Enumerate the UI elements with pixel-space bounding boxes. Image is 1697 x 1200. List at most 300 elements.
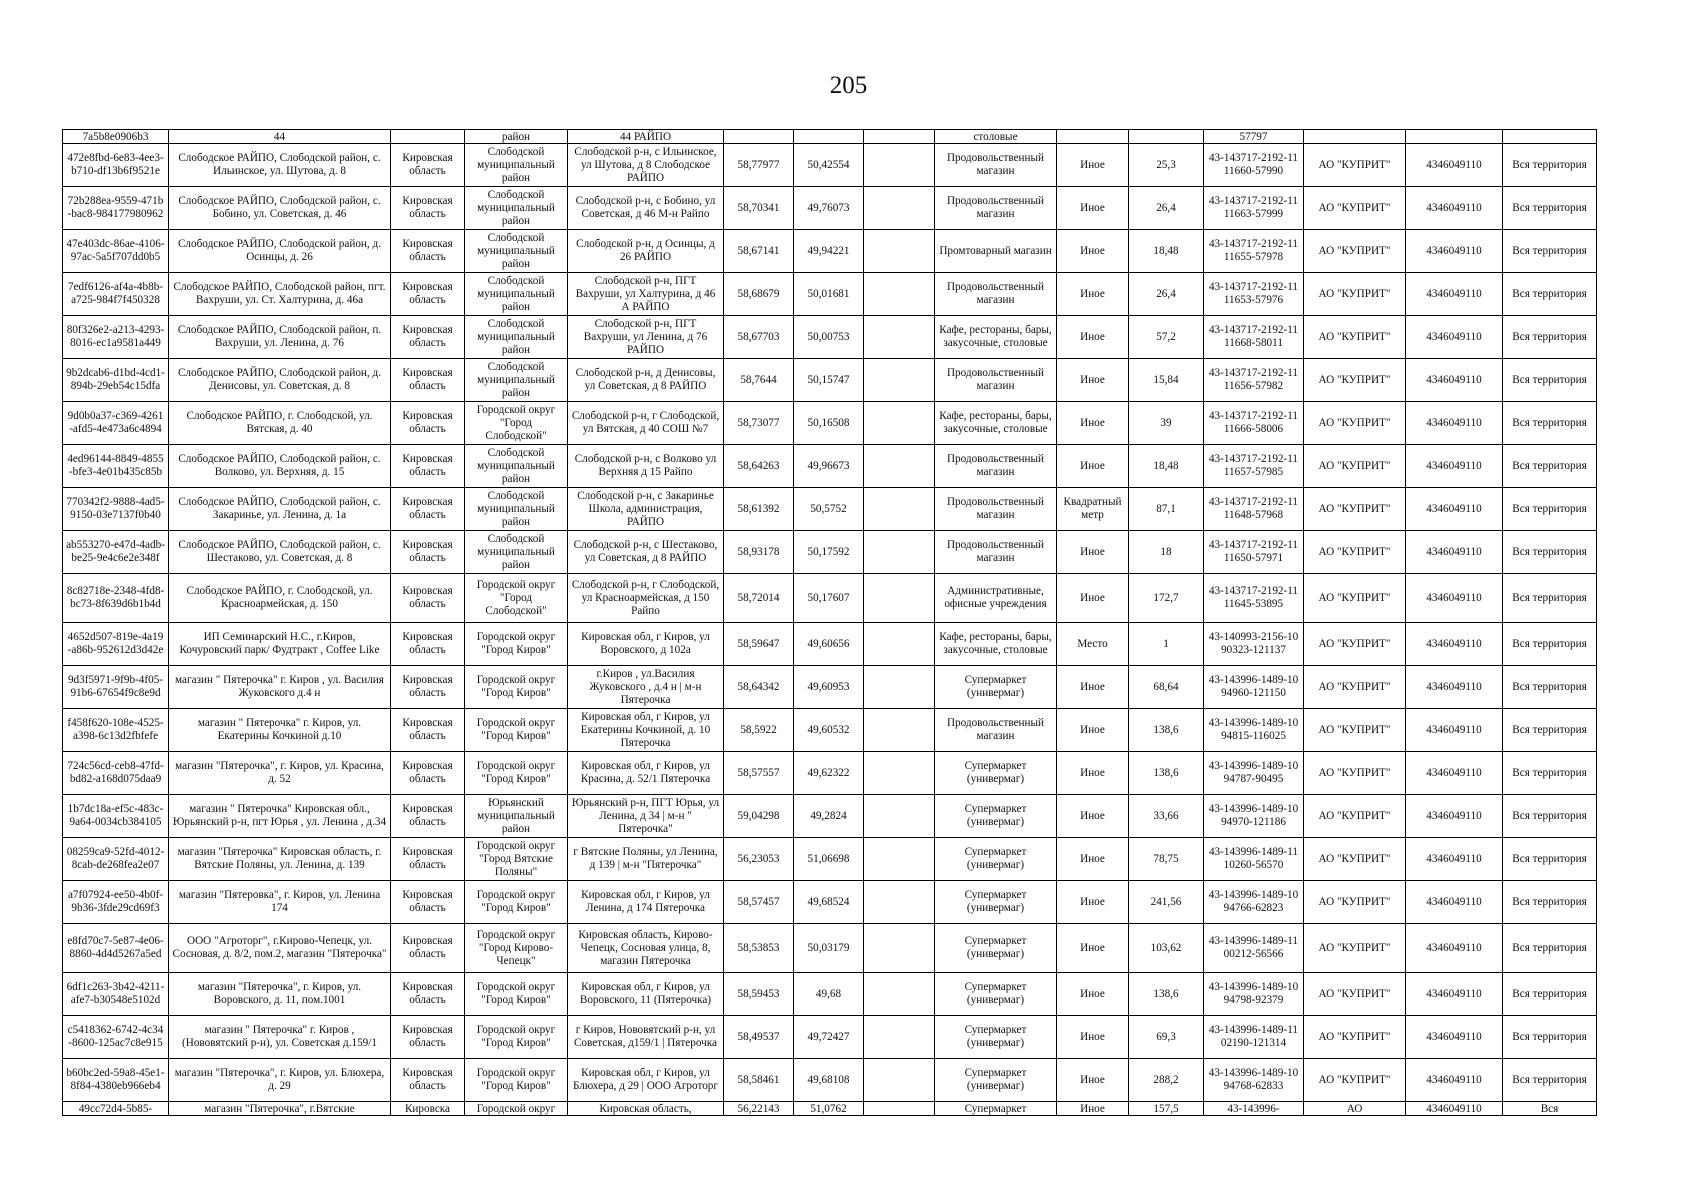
cell-unit: Иное xyxy=(1057,973,1129,1016)
cell-id: 9d0b0a37-c369-4261-afd5-4e473a6c4894 xyxy=(63,402,169,445)
cell-area: 25,3 xyxy=(1129,144,1204,187)
cell-lat: 56,23053 xyxy=(724,838,794,881)
cell-terr: Вся территория xyxy=(1503,273,1597,316)
cell-region: Кировская область xyxy=(391,1016,465,1059)
cell-empty xyxy=(864,1059,935,1102)
cell-reg_no: 43-143996-1489-1094798-92379 xyxy=(1204,973,1304,1016)
cell-unit: Иное xyxy=(1057,752,1129,795)
cell-terr: Вся территория xyxy=(1503,187,1597,230)
cell-org: АО "КУПРИТ" xyxy=(1304,752,1406,795)
cell-org: АО "КУПРИТ" xyxy=(1304,187,1406,230)
cell-reg_no: 43-143996-1489-1110260-56570 xyxy=(1204,838,1304,881)
cell-org: АО "КУПРИТ" xyxy=(1304,445,1406,488)
table-row xyxy=(63,130,1597,144)
cell-reg_no: 57797 xyxy=(1204,130,1304,144)
cell-lon: 49,62322 xyxy=(794,752,864,795)
cell-address2: Кировская обл, г Киров, ул Воровского, д 102а xyxy=(568,623,724,666)
cell-terr: Вся территория xyxy=(1503,1016,1597,1059)
cell-inn: 4346049110 xyxy=(1406,709,1503,752)
cell-empty xyxy=(864,488,935,531)
cell-address: Слободское РАЙПО, г. Слободской, ул. Красноармейская, д. 150 xyxy=(169,574,391,623)
cell-category: Супермаркет (универмаг) xyxy=(935,1059,1057,1102)
cell-empty xyxy=(864,881,935,924)
cell-inn: 4346049110 xyxy=(1406,316,1503,359)
cell-area: 18 xyxy=(1129,531,1204,574)
cell-org: АО "КУПРИТ" xyxy=(1304,402,1406,445)
cell-empty xyxy=(864,316,935,359)
cell-region: Кировская область xyxy=(391,666,465,709)
cell-empty xyxy=(864,666,935,709)
cell-empty xyxy=(864,445,935,488)
cell-id: 7edf6126-af4a-4b8b-a725-984f7f450328 xyxy=(63,273,169,316)
cell-org: АО "КУПРИТ" xyxy=(1304,795,1406,838)
cell-lon: 50,15747 xyxy=(794,359,864,402)
cell-lat: 58,53853 xyxy=(724,924,794,973)
cell-category: Супермаркет (универмаг) xyxy=(935,752,1057,795)
cell-category: Супермаркет (универмаг) xyxy=(935,881,1057,924)
cell-municipality: Юрьянский муниципальный район xyxy=(465,795,568,838)
cell-inn: 4346049110 xyxy=(1406,445,1503,488)
cell-org: АО "КУПРИТ" xyxy=(1304,973,1406,1016)
cell-address: Слободское РАЙПО, Слободской район, с. Ильинское, ул. Шутова, д. 8 xyxy=(169,144,391,187)
cell-terr: Вся территория xyxy=(1503,973,1597,1016)
cell-address: Слободское РАЙПО, Слободской район, с. Шестаково, ул. Советская, д. 8 xyxy=(169,531,391,574)
cell-unit: Иное xyxy=(1057,1102,1129,1116)
cell-unit: Иное xyxy=(1057,1016,1129,1059)
cell-lat: 58,67141 xyxy=(724,230,794,273)
cell-lon: 50,01681 xyxy=(794,273,864,316)
cell-address: Слободское РАЙПО, Слободской район, с. Волково, ул. Верхняя, д. 15 xyxy=(169,445,391,488)
cell-address2: Кировская область, Кирово-Чепецк, Сосновая улица, 8, магазин Пятерочка xyxy=(568,924,724,973)
cell-id: 08259ca9-52fd-4012-8cab-de268fea2e07 xyxy=(63,838,169,881)
cell-category: Продовольственный магазин xyxy=(935,144,1057,187)
cell-region: Кировская область xyxy=(391,1059,465,1102)
cell-terr: Вся территория xyxy=(1503,838,1597,881)
cell-area: 87,1 xyxy=(1129,488,1204,531)
cell-reg_no: 43-143717-2192-1111655-57978 xyxy=(1204,230,1304,273)
cell-region: Кировска xyxy=(391,1102,465,1116)
cell-lat: 58,77977 xyxy=(724,144,794,187)
cell-area: 138,6 xyxy=(1129,709,1204,752)
cell-municipality: Городской округ "Город Киров" xyxy=(465,623,568,666)
cell-id: 7a5b8e0906b3 xyxy=(63,130,169,144)
cell-org: АО "КУПРИТ" xyxy=(1304,709,1406,752)
cell-category: столовые xyxy=(935,130,1057,144)
cell-address: магазин " Пятерочка" г. Киров , ул. Василия Жуковского д.4 н xyxy=(169,666,391,709)
cell-municipality: Слободской муниципальный район xyxy=(465,359,568,402)
cell-category: Продовольственный магазин xyxy=(935,445,1057,488)
cell-address: магазин "Пятеровка", г. Киров, ул. Ленина 174 xyxy=(169,881,391,924)
cell-lon: 49,96673 xyxy=(794,445,864,488)
cell-area: 103,62 xyxy=(1129,924,1204,973)
cell-address2: Слободской р-н, г Слободской, ул Вятская, д 40 СОШ №7 xyxy=(568,402,724,445)
cell-address: магазин "Пятерочка", г. Киров, ул. Красина, д. 52 xyxy=(169,752,391,795)
cell-empty xyxy=(864,187,935,230)
cell-region: Кировская область xyxy=(391,488,465,531)
cell-unit: Иное xyxy=(1057,230,1129,273)
cell-address2: Кировская область, xyxy=(568,1102,724,1116)
cell-unit: Иное xyxy=(1057,273,1129,316)
cell-address: магазин "Пятерочка", г. Киров, ул. Воровского, д. 11, пом.1001 xyxy=(169,973,391,1016)
cell-address2: Слободской р-н, с Ильинское, ул Шутова, д 8 Слободское РАЙПО xyxy=(568,144,724,187)
cell-lon: 50,42554 xyxy=(794,144,864,187)
cell-terr: Вся xyxy=(1503,1102,1597,1116)
registry-table xyxy=(62,129,1597,1116)
cell-area: 39 xyxy=(1129,402,1204,445)
cell-address: магазин "Пятерочка", г. Киров, ул. Блюхера, д. 29 xyxy=(169,1059,391,1102)
cell-region: Кировская область xyxy=(391,838,465,881)
cell-category: Кафе, рестораны, бары, закусочные, столовые xyxy=(935,623,1057,666)
cell-empty xyxy=(864,230,935,273)
cell-terr: Вся территория xyxy=(1503,402,1597,445)
cell-lat xyxy=(724,130,794,144)
cell-category: Супермаркет (универмаг) xyxy=(935,973,1057,1016)
cell-municipality: Городской округ "Город Киров" xyxy=(465,881,568,924)
cell-lon: 50,5752 xyxy=(794,488,864,531)
cell-inn: 4346049110 xyxy=(1406,973,1503,1016)
cell-org xyxy=(1304,130,1406,144)
cell-area: 15,84 xyxy=(1129,359,1204,402)
cell-reg_no: 43-143996-1489-1094960-121150 xyxy=(1204,666,1304,709)
cell-org: АО "КУПРИТ" xyxy=(1304,144,1406,187)
cell-reg_no: 43-143717-2192-1111648-57968 xyxy=(1204,488,1304,531)
cell-municipality: Слободской муниципальный район xyxy=(465,531,568,574)
cell-empty xyxy=(864,144,935,187)
cell-address2: Юрьянский р-н, ПГТ Юрья, ул Ленина, д 34 | м-н " Пятерочка" xyxy=(568,795,724,838)
cell-category: Супермаркет (универмаг) xyxy=(935,666,1057,709)
cell-address: Слободское РАЙПО, Слободской район, д. Осинцы, д. 26 xyxy=(169,230,391,273)
cell-area: 138,6 xyxy=(1129,973,1204,1016)
cell-area: 68,64 xyxy=(1129,666,1204,709)
cell-address2: Слободской р-н, с Шестаково, ул Советская, д 8 РАЙПО xyxy=(568,531,724,574)
table-row xyxy=(63,752,1597,795)
table-row xyxy=(63,709,1597,752)
cell-id: 9b2dcab6-d1bd-4cd1-894b-29eb54c15dfa xyxy=(63,359,169,402)
table-row xyxy=(63,666,1597,709)
cell-reg_no: 43-143996-1489-1094787-90495 xyxy=(1204,752,1304,795)
cell-terr: Вся территория xyxy=(1503,623,1597,666)
cell-id: 4652d507-819e-4a19-a86b-952612d3d42e xyxy=(63,623,169,666)
table-row xyxy=(63,187,1597,230)
cell-area: 18,48 xyxy=(1129,445,1204,488)
cell-address2: Слободской р-н, с Бобино, ул Советская, д 46 М-н Райпо xyxy=(568,187,724,230)
cell-region: Кировская область xyxy=(391,144,465,187)
cell-region: Кировская область xyxy=(391,187,465,230)
cell-lon: 49,68524 xyxy=(794,881,864,924)
cell-lat: 58,64342 xyxy=(724,666,794,709)
cell-municipality: Слободской муниципальный район xyxy=(465,187,568,230)
cell-region: Кировская область xyxy=(391,359,465,402)
cell-region: Кировская область xyxy=(391,445,465,488)
cell-org: АО "КУПРИТ" xyxy=(1304,359,1406,402)
cell-terr: Вся территория xyxy=(1503,795,1597,838)
cell-area: 78,75 xyxy=(1129,838,1204,881)
cell-area: 57,2 xyxy=(1129,316,1204,359)
cell-municipality: Слободской муниципальный район xyxy=(465,445,568,488)
cell-region: Кировская область xyxy=(391,752,465,795)
cell-address: Слободское РАЙПО, Слободской район, д. Денисовы, ул. Советская, д. 8 xyxy=(169,359,391,402)
cell-municipality: Слободской муниципальный район xyxy=(465,230,568,273)
cell-municipality: Городской округ "Город Киров" xyxy=(465,752,568,795)
cell-lon: 50,16508 xyxy=(794,402,864,445)
cell-org: АО "КУПРИТ" xyxy=(1304,574,1406,623)
cell-category: Супермаркет (универмаг) xyxy=(935,838,1057,881)
cell-unit: Иное xyxy=(1057,574,1129,623)
cell-reg_no: 43-143717-2192-1111645-53895 xyxy=(1204,574,1304,623)
cell-reg_no: 43-143717-2192-1111666-58006 xyxy=(1204,402,1304,445)
cell-inn: 4346049110 xyxy=(1406,273,1503,316)
cell-category: Административные, офисные учреждения xyxy=(935,574,1057,623)
table-row xyxy=(63,1102,1597,1116)
cell-lat: 58,5922 xyxy=(724,709,794,752)
cell-id: 49cc72d4-5b85- xyxy=(63,1102,169,1116)
cell-inn: 4346049110 xyxy=(1406,488,1503,531)
cell-lat: 58,49537 xyxy=(724,1016,794,1059)
cell-unit: Иное xyxy=(1057,924,1129,973)
table-row xyxy=(63,144,1597,187)
cell-address: Слободское РАЙПО, Слободской район, п. Вахруши, ул. Ленина, д. 76 xyxy=(169,316,391,359)
cell-unit xyxy=(1057,130,1129,144)
cell-region: Кировская область xyxy=(391,316,465,359)
cell-org: АО "КУПРИТ" xyxy=(1304,881,1406,924)
page-number: 205 xyxy=(829,72,868,99)
cell-empty xyxy=(864,973,935,1016)
cell-lon: 50,03179 xyxy=(794,924,864,973)
cell-terr: Вся территория xyxy=(1503,881,1597,924)
cell-org: АО "КУПРИТ" xyxy=(1304,1016,1406,1059)
cell-region: Кировская область xyxy=(391,973,465,1016)
cell-municipality: Городской округ "Город Киров" xyxy=(465,1016,568,1059)
cell-id: 80f326e2-a213-4293-8016-ec1a9581a449 xyxy=(63,316,169,359)
cell-region: Кировская область xyxy=(391,531,465,574)
table-row xyxy=(63,316,1597,359)
cell-id: 4ed96144-8849-4855-bfe3-4e01b435c85b xyxy=(63,445,169,488)
cell-id: 47e403dc-86ae-4106-97ac-5a5f707dd0b5 xyxy=(63,230,169,273)
cell-lon: 49,72427 xyxy=(794,1016,864,1059)
cell-area: 241,56 xyxy=(1129,881,1204,924)
table-row xyxy=(63,1016,1597,1059)
cell-address2: Слободской р-н, с Закаринье Школа, администрация, РАЙПО xyxy=(568,488,724,531)
cell-area: 157,5 xyxy=(1129,1102,1204,1116)
cell-reg_no: 43-143717-2192-1111668-58011 xyxy=(1204,316,1304,359)
cell-empty xyxy=(864,795,935,838)
cell-reg_no: 43-143996-1489-1094970-121186 xyxy=(1204,795,1304,838)
table-row xyxy=(63,359,1597,402)
cell-address2: г.Киров , ул.Василия Жуковского , д.4 н | м-н Пятерочка xyxy=(568,666,724,709)
cell-empty xyxy=(864,838,935,881)
cell-address2: г Вятские Поляны, ул Ленина, д 139 | м-н "Пятерочка" xyxy=(568,838,724,881)
cell-unit: Иное xyxy=(1057,838,1129,881)
cell-category: Промтоварный магазин xyxy=(935,230,1057,273)
table-row xyxy=(63,273,1597,316)
cell-inn: 4346049110 xyxy=(1406,881,1503,924)
cell-unit: Иное xyxy=(1057,187,1129,230)
cell-terr: Вся территория xyxy=(1503,666,1597,709)
cell-reg_no: 43-143996- xyxy=(1204,1102,1304,1116)
cell-lat: 58,59453 xyxy=(724,973,794,1016)
cell-reg_no: 43-143717-2192-1111663-57999 xyxy=(1204,187,1304,230)
table-row xyxy=(63,623,1597,666)
cell-region: Кировская область xyxy=(391,795,465,838)
cell-empty xyxy=(864,1102,935,1116)
cell-category: Супермаркет (универмаг) xyxy=(935,795,1057,838)
cell-municipality: Слободской муниципальный район xyxy=(465,144,568,187)
cell-municipality: район xyxy=(465,130,568,144)
cell-lat: 58,68679 xyxy=(724,273,794,316)
cell-region xyxy=(391,130,465,144)
cell-municipality: Слободской муниципальный район xyxy=(465,273,568,316)
cell-municipality: Городской округ "Город Вятские Поляны" xyxy=(465,838,568,881)
table-row xyxy=(63,1059,1597,1102)
cell-reg_no: 43-143717-2192-1111653-57976 xyxy=(1204,273,1304,316)
cell-unit: Иное xyxy=(1057,359,1129,402)
cell-area: 288,2 xyxy=(1129,1059,1204,1102)
cell-category: Супермаркет xyxy=(935,1102,1057,1116)
table-row xyxy=(63,445,1597,488)
cell-area: 138,6 xyxy=(1129,752,1204,795)
cell-empty xyxy=(864,359,935,402)
cell-reg_no: 43-143996-1489-1102190-121314 xyxy=(1204,1016,1304,1059)
cell-org: АО "КУПРИТ" xyxy=(1304,838,1406,881)
cell-empty xyxy=(864,273,935,316)
cell-category: Продовольственный магазин xyxy=(935,488,1057,531)
cell-reg_no: 43-143996-1489-1100212-56566 xyxy=(1204,924,1304,973)
cell-unit: Иное xyxy=(1057,666,1129,709)
cell-municipality: Городской округ "Город Кирово-Чепецк" xyxy=(465,924,568,973)
cell-address2: Кировская обл, г Киров, ул Воровского, 11 (Пятерочка) xyxy=(568,973,724,1016)
cell-unit: Иное xyxy=(1057,795,1129,838)
cell-address: Слободское РАЙПО, г. Слободской, ул. Вятская, д. 40 xyxy=(169,402,391,445)
cell-empty xyxy=(864,752,935,795)
cell-municipality: Слободской муниципальный район xyxy=(465,488,568,531)
cell-reg_no: 43-143717-2192-1111657-57985 xyxy=(1204,445,1304,488)
cell-reg_no: 43-143717-2192-1111660-57990 xyxy=(1204,144,1304,187)
cell-lon: 51,06698 xyxy=(794,838,864,881)
cell-municipality: Городской округ "Город Слободской" xyxy=(465,402,568,445)
table-row xyxy=(63,402,1597,445)
cell-address2: 44 РАЙПО xyxy=(568,130,724,144)
table-row xyxy=(63,838,1597,881)
table-row xyxy=(63,531,1597,574)
cell-address: ИП Семинарский Н.С., г.Киров, Кочуровский парк/ Фудтракт , Coffee Like xyxy=(169,623,391,666)
cell-category: Кафе, рестораны, бары, закусочные, столовые xyxy=(935,316,1057,359)
cell-address2: Слободской р-н, с Волково ул Верхняя д 15 Райпо xyxy=(568,445,724,488)
cell-region: Кировская область xyxy=(391,881,465,924)
cell-inn: 4346049110 xyxy=(1406,1102,1503,1116)
cell-org: АО "КУПРИТ" xyxy=(1304,230,1406,273)
cell-lon: 49,68 xyxy=(794,973,864,1016)
table-row xyxy=(63,230,1597,273)
cell-region: Кировская область xyxy=(391,574,465,623)
cell-address: Слободское РАЙПО, Слободской район, с. Бобино, ул. Советская, д. 46 xyxy=(169,187,391,230)
cell-address2: Кировская обл, г Киров, ул Екатерины Кочкиной, д. 10 Пятерочка xyxy=(568,709,724,752)
cell-lat: 56,22143 xyxy=(724,1102,794,1116)
cell-address: магазин "Пятерочка", г.Вятские xyxy=(169,1102,391,1116)
cell-lat: 58,7644 xyxy=(724,359,794,402)
cell-id: c5418362-6742-4c34-8600-125ac7c8e915 xyxy=(63,1016,169,1059)
cell-lon: 50,17607 xyxy=(794,574,864,623)
cell-org: АО xyxy=(1304,1102,1406,1116)
cell-unit: Иное xyxy=(1057,881,1129,924)
cell-reg_no: 43-143717-2192-1111656-57982 xyxy=(1204,359,1304,402)
cell-terr: Вся территория xyxy=(1503,316,1597,359)
cell-lon: 50,17592 xyxy=(794,531,864,574)
cell-area xyxy=(1129,130,1204,144)
cell-category: Супермаркет (универмаг) xyxy=(935,1016,1057,1059)
cell-area: 18,48 xyxy=(1129,230,1204,273)
cell-id: f458f620-108e-4525-a398-6c13d2fbfefe xyxy=(63,709,169,752)
cell-reg_no: 43-143996-1489-1094766-62823 xyxy=(1204,881,1304,924)
cell-address: Слободское РАЙПО, Слободской район, пгт. Вахруши, ул. Ст. Халтурина, д. 46а xyxy=(169,273,391,316)
cell-lon: 49,68108 xyxy=(794,1059,864,1102)
cell-category: Кафе, рестораны, бары, закусочные, столовые xyxy=(935,402,1057,445)
cell-unit: Иное xyxy=(1057,445,1129,488)
cell-unit: Иное xyxy=(1057,316,1129,359)
cell-terr: Вся территория xyxy=(1503,144,1597,187)
cell-lon: 51,0762 xyxy=(794,1102,864,1116)
cell-unit: Иное xyxy=(1057,709,1129,752)
cell-lat: 58,64263 xyxy=(724,445,794,488)
cell-region: Кировская область xyxy=(391,924,465,973)
cell-lat: 59,04298 xyxy=(724,795,794,838)
cell-id: a7f07924-ee50-4b0f-9b36-3fde29cd69f3 xyxy=(63,881,169,924)
cell-address2: Кировская обл, г Киров, ул Ленина, д 174 Пятерочка xyxy=(568,881,724,924)
cell-address2: Слободской р-н, ПГТ Вахруши, ул Ленина, д 76 РАЙПО xyxy=(568,316,724,359)
cell-area: 172,7 xyxy=(1129,574,1204,623)
cell-org: АО "КУПРИТ" xyxy=(1304,924,1406,973)
cell-terr: Вся территория xyxy=(1503,574,1597,623)
cell-region: Кировская область xyxy=(391,230,465,273)
cell-address2: Кировская обл, г Киров, ул Блюхера, д 29 | ООО Агроторг xyxy=(568,1059,724,1102)
cell-unit: Иное xyxy=(1057,402,1129,445)
cell-municipality: Слободской муниципальный район xyxy=(465,316,568,359)
cell-terr: Вся территория xyxy=(1503,709,1597,752)
cell-address2: Слободской р-н, г Слободской, ул Красноармейская, д 150 Райпо xyxy=(568,574,724,623)
cell-empty xyxy=(864,1016,935,1059)
cell-area: 33,66 xyxy=(1129,795,1204,838)
cell-inn: 4346049110 xyxy=(1406,623,1503,666)
cell-id: 72b288ea-9559-471b-bac8-984177980962 xyxy=(63,187,169,230)
cell-unit: Квадратный метр xyxy=(1057,488,1129,531)
cell-address: ООО "Агроторг", г.Кирово-Чепецк, ул. Сосновая, д. 8/2, пом.2, магазин "Пятерочка" xyxy=(169,924,391,973)
cell-region: Кировская область xyxy=(391,623,465,666)
cell-inn: 4346049110 xyxy=(1406,187,1503,230)
cell-area: 26,4 xyxy=(1129,273,1204,316)
cell-lat: 58,72014 xyxy=(724,574,794,623)
cell-address: магазин " Пятерочка" г. Киров, ул. Екатерины Кочкиной д.10 xyxy=(169,709,391,752)
cell-org: АО "КУПРИТ" xyxy=(1304,273,1406,316)
cell-lat: 58,59647 xyxy=(724,623,794,666)
cell-id: ab553270-e47d-4adb-be25-9e4c6e2e348f xyxy=(63,531,169,574)
table-row xyxy=(63,574,1597,623)
cell-unit: Иное xyxy=(1057,1059,1129,1102)
cell-terr: Вся территория xyxy=(1503,359,1597,402)
cell-inn: 4346049110 xyxy=(1406,1016,1503,1059)
cell-address: магазин "Пятерочка" Кировская область, г. Вятские Поляны, ул. Ленина, д. 139 xyxy=(169,838,391,881)
cell-empty xyxy=(864,402,935,445)
cell-reg_no: 43-143717-2192-1111650-57971 xyxy=(1204,531,1304,574)
cell-lat: 58,57557 xyxy=(724,752,794,795)
cell-reg_no: 43-143996-1489-1094768-62833 xyxy=(1204,1059,1304,1102)
cell-area: 1 xyxy=(1129,623,1204,666)
cell-municipality: Городской округ "Город Киров" xyxy=(465,973,568,1016)
cell-empty xyxy=(864,130,935,144)
cell-org: АО "КУПРИТ" xyxy=(1304,666,1406,709)
cell-lat: 58,73077 xyxy=(724,402,794,445)
cell-unit: Иное xyxy=(1057,144,1129,187)
cell-category: Продовольственный магазин xyxy=(935,359,1057,402)
cell-unit: Иное xyxy=(1057,531,1129,574)
